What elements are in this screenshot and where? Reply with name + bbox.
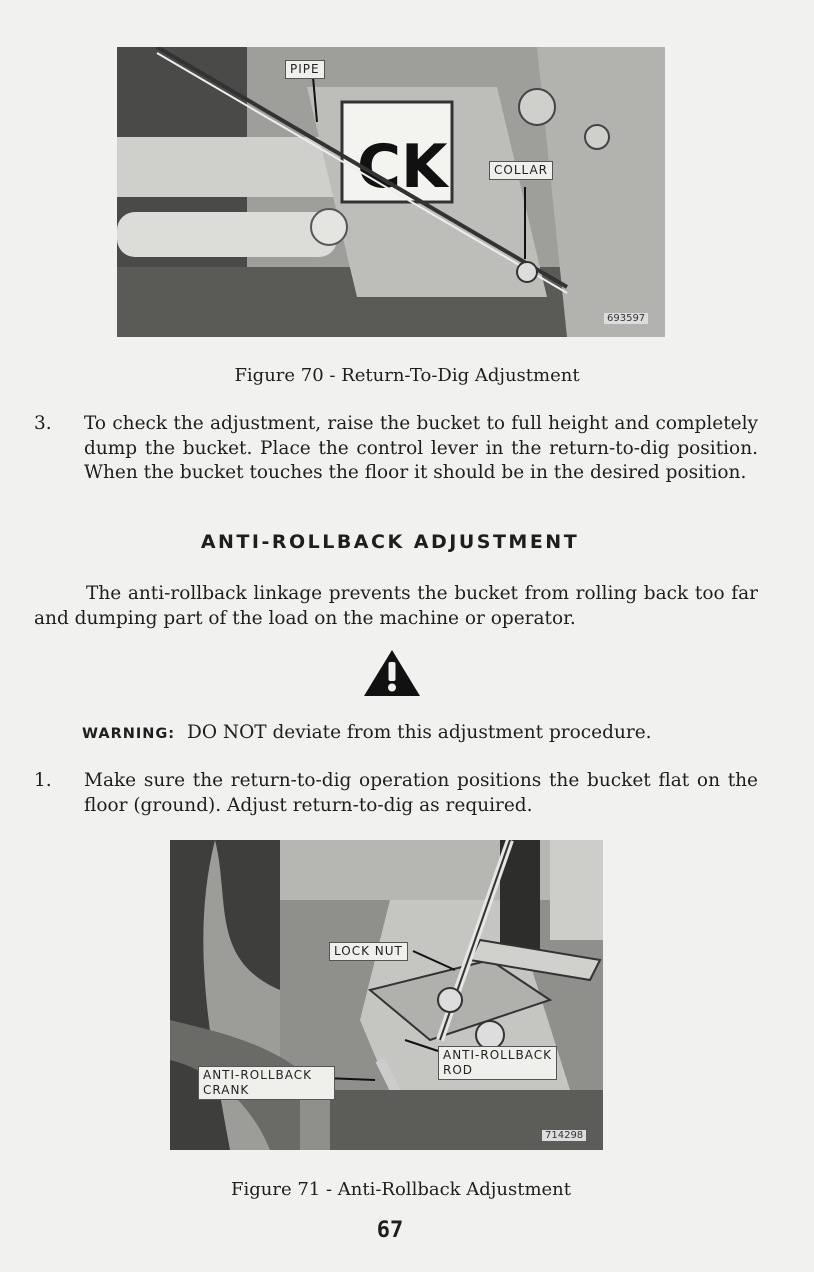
callout-rod-line1: ANTI-ROLLBACK [443,1048,553,1062]
warning-line [82,722,652,743]
figure-71-photo [170,840,603,1150]
callout-anti-rollback-crank [198,1066,335,1100]
callout-collar: COLLAR [489,161,553,180]
figure-70-illustration [117,47,665,337]
svg-text:CK: CK [357,132,448,202]
warning-label: WARNING: [82,726,176,742]
callout-crank-line2: CRANK [203,1083,250,1097]
figure-71-caption: Figure 71 - Anti-Rollback Adjustment [230,1179,571,1200]
step-3-text: To check the adjustment, raise the bucket to full height and completely dump the bucket. Place the control lever in the return-to-dig position. When the bucket touches the floor it should be in the desired position. [84,413,758,483]
callout-pipe: PIPE [285,60,325,79]
section-intro: The anti-rollback linkage prevents the bucket from rolling back too far and dumping part of the load on the machine or operator. [34,583,758,629]
figure-70-caption: Figure 70 - Return-To-Dig Adjustment [234,365,580,386]
callout-crank-line1: ANTI-ROLLBACK [203,1068,313,1082]
step-1-text: Make sure the return-to-dig operation positions the bucket flat on the floor (ground). Adjust return-to-dig as required. [84,770,758,816]
warning-triangle-icon [364,650,420,696]
page-number: 67 [376,1218,404,1243]
step-1-number: 1. [34,770,52,791]
figure-70-photo [117,47,665,337]
callout-rod-line2: ROD [443,1063,474,1077]
warning-text: DO NOT deviate from this adjustment procedure. [187,722,652,743]
section-heading: ANTI-ROLLBACK ADJUSTMENT [200,531,580,553]
figure-70-photo-number: 693597 [604,313,648,324]
step-3-number: 3. [34,413,52,434]
callout-anti-rollback-rod [438,1046,557,1080]
figure-71-photo-number: 714298 [542,1130,586,1141]
callout-lock-nut: LOCK NUT [329,942,408,961]
figure-71-illustration [170,840,603,1150]
